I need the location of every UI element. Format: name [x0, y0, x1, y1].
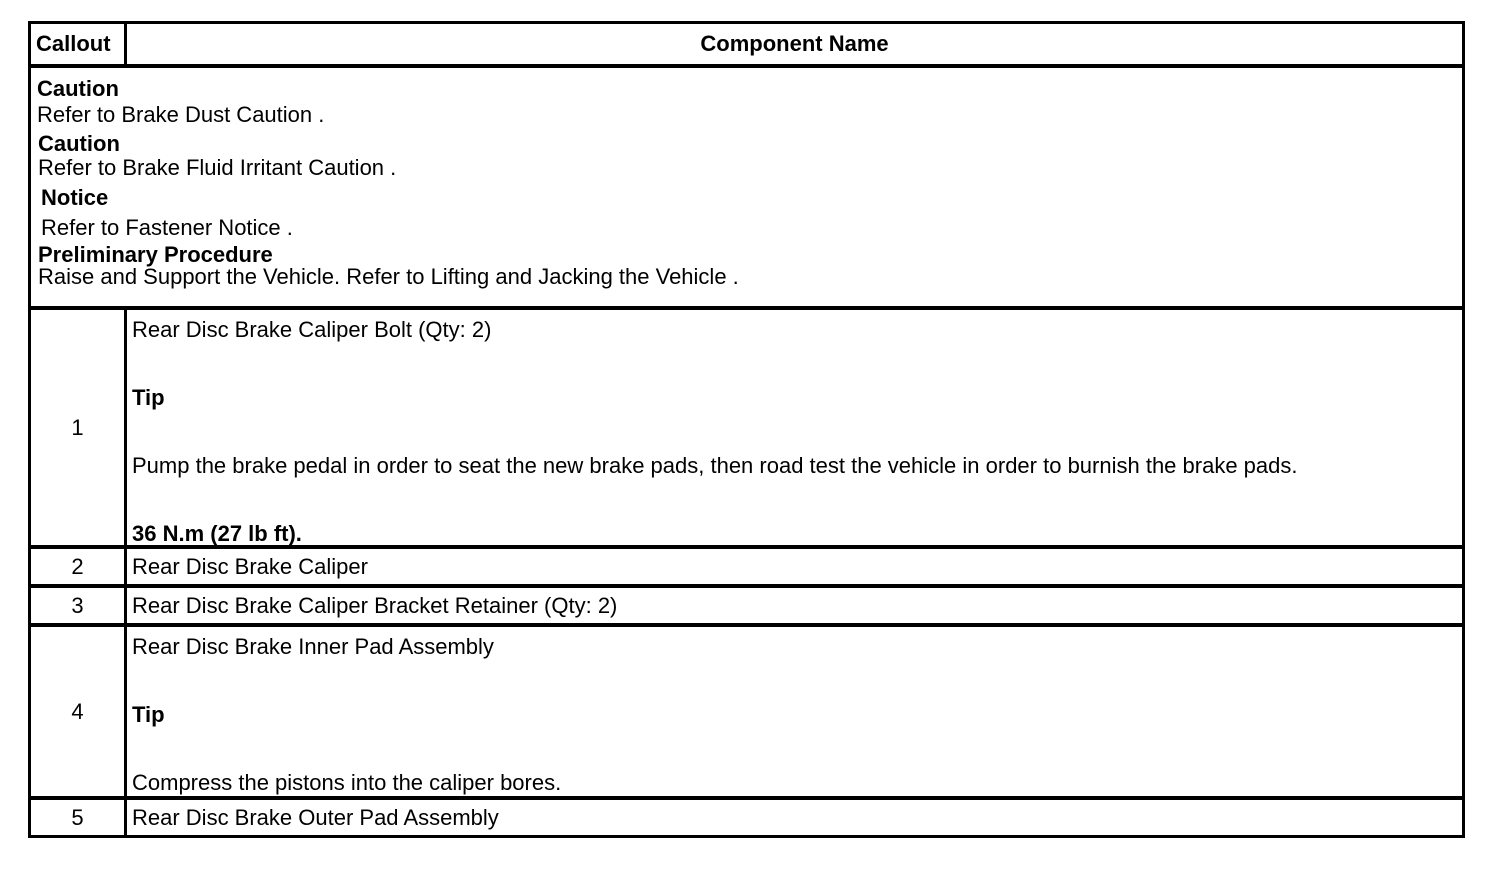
component-name: Rear Disc Brake Caliper Bracket Retainer (Qty: 2) [132, 592, 618, 618]
component-name-column-header: Component Name [700, 31, 889, 56]
notice-note [37, 185, 1456, 242]
component-name: Rear Disc Brake Caliper Bolt (Qty: 2) [132, 317, 492, 342]
table-row [31, 306, 1462, 545]
table-header-row [31, 24, 1462, 64]
component-cell [127, 310, 1462, 545]
component-name: Rear Disc Brake Caliper [132, 553, 368, 579]
table-row [31, 796, 1462, 835]
component-table [28, 21, 1465, 838]
note-heading: Caution [37, 76, 119, 101]
callout-number: 3 [31, 588, 127, 623]
note-text: Refer to Brake Fluid Irritant Caution . [38, 155, 397, 181]
component-name: Rear Disc Brake Outer Pad Assembly [132, 804, 499, 830]
callout-number: 1 [31, 310, 127, 545]
callout-number: 4 [31, 627, 127, 796]
note-text: Raise and Support the Vehicle. Refer to Lifting and Jacking the Vehicle . [38, 263, 739, 289]
tip-label: Tip [132, 385, 165, 410]
callout-column-header: Callout [31, 24, 127, 64]
notes-section [31, 64, 1462, 306]
tip-label: Tip [132, 702, 165, 727]
note-heading: Caution [38, 130, 120, 156]
table-row [31, 545, 1462, 584]
table-row [31, 623, 1462, 796]
note-heading: Preliminary Procedure [38, 242, 273, 268]
preliminary-procedure-note [37, 242, 1456, 290]
caution-note-1 [37, 76, 1456, 129]
component-name: Rear Disc Brake Inner Pad Assembly [132, 634, 494, 659]
torque-spec: 36 N.m (27 lb ft). [132, 521, 302, 546]
caution-note-2 [37, 131, 1456, 182]
tip-text: Compress the pistons into the caliper bores. [132, 770, 562, 795]
callout-number: 5 [31, 800, 127, 835]
note-text: Refer to Fastener Notice . [41, 214, 293, 240]
table-row [31, 584, 1462, 623]
note-text: Refer to Brake Dust Caution . [37, 102, 325, 128]
note-heading: Notice [41, 184, 109, 210]
callout-number: 2 [31, 549, 127, 584]
component-cell [127, 627, 1462, 796]
tip-text: Pump the brake pedal in order to seat the new brake pads, then road test the vehicle in order to burnish the brake pads. [132, 453, 1298, 478]
